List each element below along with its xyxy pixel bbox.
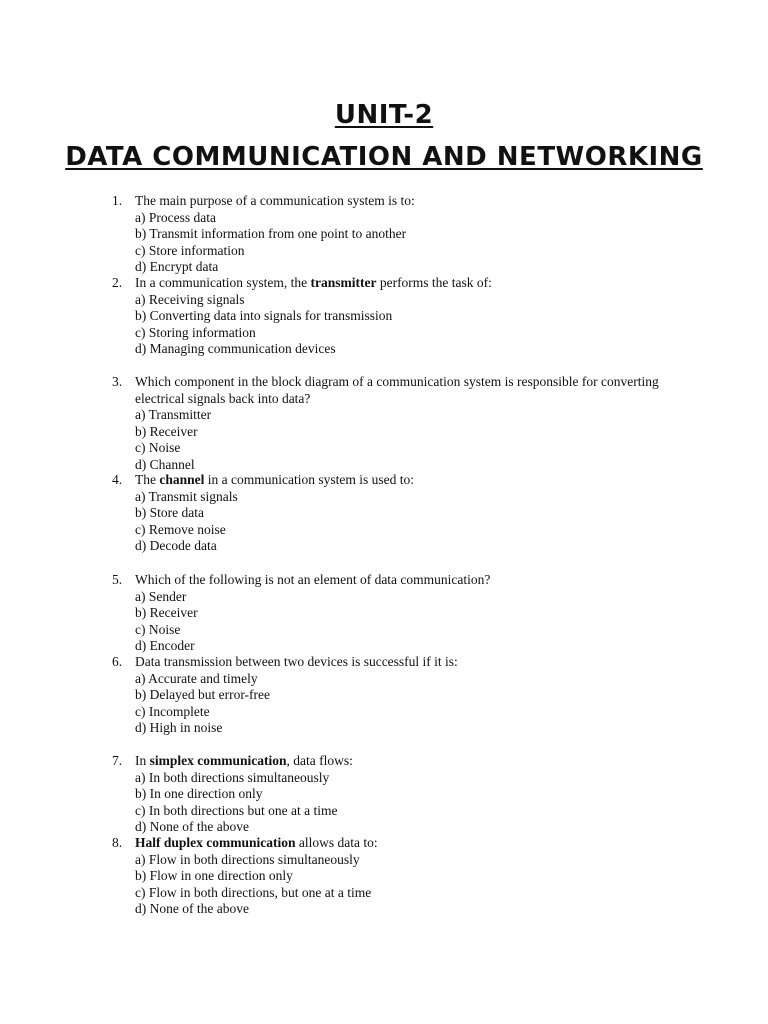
question-stem [112,753,353,770]
question-stem [112,572,490,589]
answer-option: a) In both directions simultaneously [135,769,330,785]
answer-option: a) Flow in both directions simultaneously [135,851,360,867]
subject-heading: DATA COMMUNICATION AND NETWORKING [65,142,703,172]
answer-option: c) Noise [135,440,181,455]
answer-option: d) None of the above [135,901,249,916]
answer-option: b) Flow in one direction only [135,868,293,883]
stem-text: allows data to: [295,835,378,850]
stem-text: in a communication system is used to: [204,472,414,487]
answer-option: b) In one direction only [135,786,263,801]
answer-option: b) Store data [135,505,204,520]
question-1 [112,193,415,276]
answer-option: a) Receiving signals [135,291,245,307]
answer-option: c) Noise [135,621,181,637]
answer-option: d) Encrypt data [135,259,219,274]
stem-text: Data transmission between two devices is successful if it is: [135,654,458,669]
answer-option: a) Sender [135,588,187,604]
question-number: 8. [112,835,123,850]
answer-option: b) Receiver [135,605,198,620]
question-stem [112,193,415,210]
question-number: 3. [112,374,123,389]
answer-option: c) Incomplete [135,703,210,719]
answer-option: d) Decode data [135,538,217,553]
stem-continuation: electrical signals back into data? [135,390,311,406]
stem-text: In [135,753,150,768]
question-2 [112,275,492,358]
answer-option: b) Receiver [135,423,198,439]
stem-text: Which component in the block diagram of a communication system is responsible for converting [135,374,659,389]
answer-option: a) Accurate and timely [135,670,258,686]
question-stem [112,374,659,391]
question-3 [112,374,659,473]
question-number: 1. [112,193,123,208]
question-number: 7. [112,753,123,768]
question-8 [112,835,378,918]
answer-option: c) In both directions but one at a time [135,802,338,818]
answer-option: a) Transmitter [135,407,212,422]
answer-option: d) Encoder [135,638,195,653]
answer-option: d) None of the above [135,819,249,834]
answer-option: a) Process data [135,209,216,225]
stem-text: The [135,472,160,487]
stem-text: Which of the following is not an element of data communication? [135,572,491,587]
answer-option: c) Store information [135,242,245,258]
question-stem [112,835,378,852]
stem-text: In a communication system, the [135,275,311,290]
question-5 [112,572,490,655]
question-number: 4. [112,472,123,487]
unit-heading: UNIT-2 [334,100,434,130]
answer-option: d) Channel [135,456,195,472]
stem-keyword: channel [159,472,205,487]
answer-option: a) Transmit signals [135,488,238,504]
stem-text: performs the task of: [376,275,492,290]
question-6 [112,654,458,737]
question-number: 6. [112,654,123,669]
question-number: 5. [112,572,123,587]
stem-keyword: Half duplex communication [135,835,296,850]
question-7 [112,753,353,836]
question-stem [112,472,414,489]
stem-keyword: simplex communication [149,753,287,768]
question-stem [112,275,492,292]
question-stem [112,654,458,671]
stem-keyword: transmitter [310,275,377,290]
question-4 [112,472,414,555]
answer-option: d) Managing communication devices [135,341,336,356]
answer-option: c) Storing information [135,324,256,340]
answer-option: c) Remove noise [135,521,226,537]
question-number: 2. [112,275,123,290]
answer-option: c) Flow in both directions, but one at a time [135,884,372,900]
answer-option: b) Converting data into signals for transmission [135,308,393,323]
answer-option: b) Transmit information from one point to another [135,226,407,241]
stem-text: , data flows: [286,753,353,768]
stem-text: The main purpose of a communication system is to: [135,193,415,208]
answer-option: b) Delayed but error-free [135,687,271,702]
answer-option: d) High in noise [135,720,223,735]
